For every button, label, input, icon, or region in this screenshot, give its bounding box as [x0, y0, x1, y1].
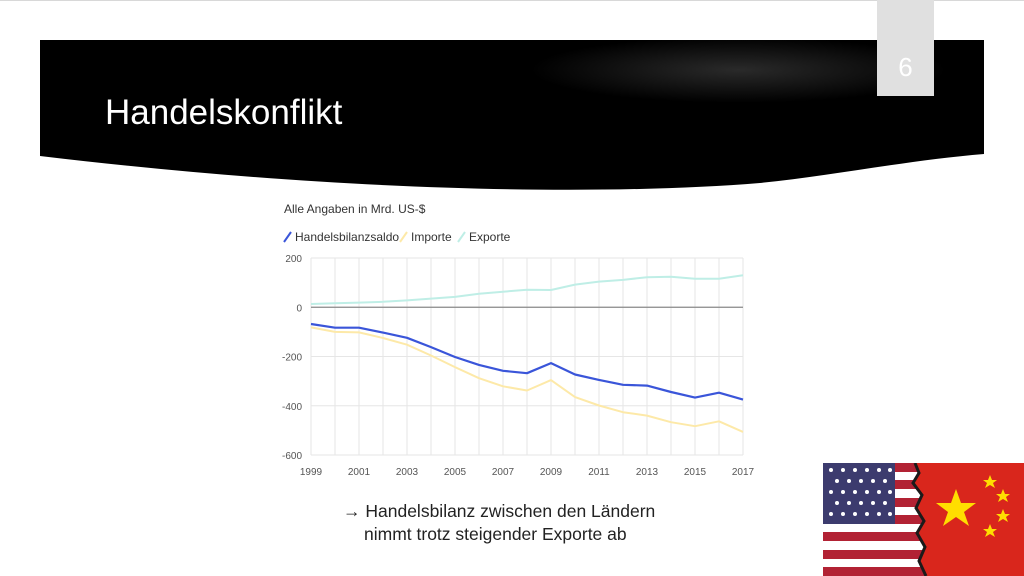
- trade-chart: [272, 196, 762, 486]
- grid: [311, 258, 743, 455]
- y-tick-label: 200: [285, 254, 302, 265]
- us-china-flag-image: [823, 463, 1024, 576]
- x-tick-label: 2017: [731, 467, 755, 478]
- caption-line-1: → Handelsbilanz zwischen den Ländern: [343, 501, 656, 521]
- x-tick-label: 2015: [683, 467, 707, 478]
- legend-swatch-exporte: [458, 232, 465, 242]
- y-tick-label: 0: [296, 303, 302, 315]
- x-tick-label: 2009: [539, 467, 563, 478]
- y-tick-label: -400: [281, 401, 302, 413]
- y-tick-label: -200: [281, 352, 302, 364]
- x-tick-label: 2007: [491, 467, 515, 478]
- chart-subtitle: Alle Angaben in Mrd. US-$: [284, 202, 426, 216]
- caption: [343, 500, 655, 546]
- x-tick-label: 2005: [443, 467, 467, 478]
- legend-label-importe: Importe: [411, 230, 452, 244]
- legend-label-exporte: Exporte: [469, 230, 511, 244]
- legend: [284, 230, 511, 244]
- x-tick-label: 2013: [635, 467, 659, 478]
- y-axis-labels: [282, 254, 302, 462]
- slide-title: Handelskonflikt: [105, 93, 343, 132]
- caption-line-2: nimmt trotz steigender Exporte ab: [364, 524, 627, 544]
- x-tick-label: 1999: [299, 467, 323, 478]
- x-tick-label: 2003: [395, 467, 419, 478]
- us-canton: [823, 463, 895, 524]
- x-tick-label: 2001: [347, 467, 371, 478]
- x-tick-label: 2011: [588, 467, 610, 478]
- x-axis-labels: [300, 467, 755, 478]
- legend-label-saldo: Handelsbilanzsaldo: [295, 230, 400, 244]
- slide-top-border: [0, 0, 1024, 1]
- chart-svg: [272, 196, 762, 486]
- y-tick-label: -600: [281, 451, 302, 462]
- legend-swatch-importe: [400, 232, 407, 242]
- page-number: 6: [898, 52, 913, 82]
- legend-swatch-saldo: [284, 232, 291, 242]
